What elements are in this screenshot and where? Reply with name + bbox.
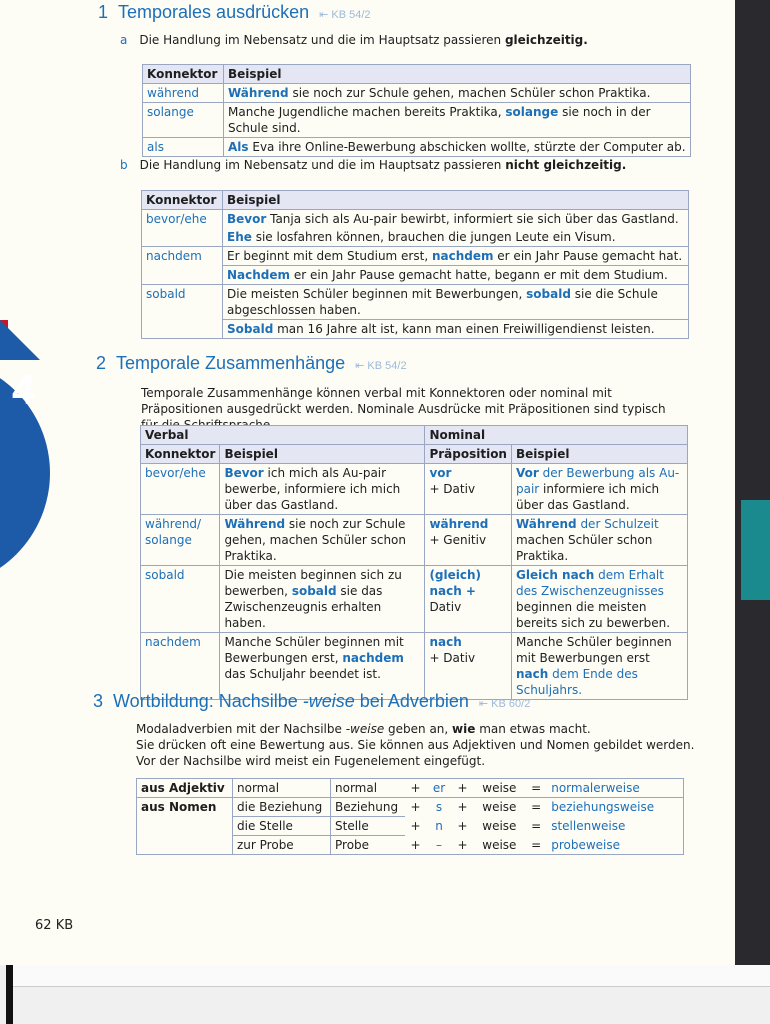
stem-cell: Probe	[335, 838, 370, 852]
keyword: Bevor	[224, 466, 264, 480]
konnektor-cell: sobald	[142, 285, 223, 339]
suffix: weise	[482, 800, 517, 814]
result: probeweise	[551, 837, 621, 852]
text-italic: -weise	[345, 722, 385, 736]
example-text: sie noch zur Schule gehen, machen Schüler schon Praktika.	[288, 86, 651, 100]
equals: =	[531, 837, 542, 852]
header-beispiel-nominal: Beispiel	[511, 445, 687, 464]
section-3-line-2: Sie drücken oft eine Bewertung aus. Sie können aus Adjektiven und Nomen gebildet werden.	[136, 738, 695, 752]
section-1b-bold: nicht gleichzeitig.	[505, 158, 627, 172]
header-praeposition: Präposition	[425, 445, 512, 464]
base-cell: normal	[233, 779, 331, 798]
stem-cell: normal	[331, 779, 405, 798]
example-cell	[224, 84, 691, 103]
fugenelement: –	[436, 837, 443, 852]
section-2-intro: Temporale Zusammenhänge können verbal mit Konnektoren oder nominal mit Präpositionen ausgedrückt werden. Nominale Ausdrücke mit Präpositionen sind typisch	[141, 386, 666, 416]
example-text: er ein Jahr Pause gemacht hatte, begann er mit dem Studium.	[290, 268, 668, 282]
table-1a	[142, 64, 691, 157]
example-text: sie losfahren können, brauchen die jungen Leute ein Visum.	[251, 230, 616, 244]
prep-cell	[425, 566, 512, 633]
section-1-heading	[98, 2, 371, 23]
table-1a-header-konnektor: Konnektor	[143, 65, 224, 84]
konnektor-cell: nachdem	[142, 247, 223, 285]
nominal-phrase: dem Erhalt des Zwischenzeugnisses	[515, 568, 664, 598]
nominal-example	[511, 633, 687, 700]
table-3	[136, 778, 684, 855]
table-row	[142, 285, 689, 320]
konnektor-cell: bevor/ehe	[141, 464, 220, 515]
table-row	[142, 247, 689, 266]
text-bold: wie	[452, 722, 476, 736]
section-1b-letter: b	[120, 158, 128, 172]
section-1b-text	[120, 158, 626, 172]
keyword: Vor	[515, 466, 539, 480]
section-1a-letter: a	[120, 33, 128, 47]
table-row	[142, 210, 689, 229]
example-text: sie noch zur Schule gehen, machen Schüler schon Praktika.	[224, 517, 407, 563]
section-3-heading	[93, 691, 530, 712]
section-2-heading	[96, 353, 407, 374]
keyword: Während	[224, 517, 286, 531]
equals: =	[525, 779, 547, 798]
example-cell	[223, 210, 689, 229]
stem-cell: Beziehung	[331, 798, 405, 817]
plus: +	[457, 837, 468, 852]
section-3-title: Wortbildung: Nachsilbe	[113, 691, 303, 711]
nominal-phrase: dem Ende des Schuljahrs.	[515, 667, 638, 697]
table-row	[142, 320, 689, 339]
section-3-number: 3	[93, 691, 104, 711]
base-cell: die Beziehung	[233, 798, 331, 817]
nominal-phrase: der Bewerbung als Au-pair	[515, 466, 680, 496]
example-cell	[224, 138, 691, 157]
source-cell: aus Adjektiv	[137, 779, 233, 798]
example-text: Er beginnt mit dem Studium erst,	[227, 249, 432, 263]
section-3-intro	[136, 721, 696, 769]
section-1a-bold: gleichzeitig.	[504, 33, 588, 47]
group-verbal: Verbal	[141, 426, 425, 445]
example-cell	[223, 266, 689, 285]
keyword: sobald	[291, 584, 337, 598]
fugenelement: n	[435, 818, 443, 833]
section-3-ref: ⇤ KB 60/2	[478, 698, 531, 710]
table-row	[141, 515, 688, 566]
edge-teal-strip	[741, 500, 770, 600]
konnektor-cell: solange	[143, 103, 224, 138]
chapter-number: 4	[12, 366, 36, 413]
section-2-number: 2	[96, 353, 107, 373]
example-text: informiere ich mich über das Gastland.	[515, 482, 660, 512]
example-cell	[223, 320, 689, 339]
chapter-tab-triangle	[0, 320, 40, 360]
section-2-title: Temporale Zusammenhänge	[116, 353, 346, 373]
verbal-example	[220, 515, 425, 566]
section-3-title-italic: -weise	[302, 691, 355, 711]
konnektor-cell: während	[143, 84, 224, 103]
edge-line	[13, 965, 770, 987]
section-3-title-end: bei Adverbien	[354, 691, 469, 711]
plus: +	[410, 818, 421, 833]
case: + Dativ	[429, 651, 476, 665]
keyword: Als	[228, 140, 249, 154]
konnektor-cell: als	[143, 138, 224, 157]
keyword: Während	[515, 517, 577, 531]
preposition: während	[429, 517, 489, 531]
section-2-ref: ⇤ KB 54/2	[355, 360, 407, 372]
example-text: Die meisten Schüler beginnen mit Bewerbungen,	[227, 287, 527, 301]
text: geben an,	[384, 722, 453, 736]
result: beziehungsweise	[551, 800, 655, 814]
keyword: nach	[515, 667, 549, 681]
table-row	[143, 138, 691, 157]
fugenelement: er	[427, 779, 452, 798]
group-nominal: Nominal	[425, 426, 688, 445]
plus: +	[410, 800, 421, 814]
text: Modaladverbien mit der Nachsilbe	[136, 722, 346, 736]
keyword: nachdem	[431, 249, 494, 263]
section-3-line-1	[136, 721, 696, 737]
table-2	[140, 425, 688, 700]
section-1-title: Temporales ausdrücken	[118, 2, 310, 22]
section-1a-text	[120, 33, 588, 47]
verbal-example	[220, 464, 425, 515]
keyword: nachdem	[342, 651, 404, 665]
plus: +	[451, 779, 473, 798]
section-3-line-3: Vor der Nachsilbe wird meist ein Fugenelement eingefügt.	[136, 754, 486, 768]
verbal-example	[220, 566, 425, 633]
table-row	[143, 84, 691, 103]
example-text: sie das Zwischenzeugnis erhalten haben.	[224, 584, 383, 630]
table-1b	[141, 190, 689, 339]
konnektor-cell: bevor/ehe	[142, 210, 223, 247]
example-text: Die meisten beginnen sich zu bewerben,	[224, 568, 402, 598]
page-number-value: 62	[35, 918, 52, 933]
section-1-ref: ⇤ KB 54/2	[319, 9, 371, 21]
table-1b-header-konnektor: Konnektor	[142, 191, 223, 210]
example-text: machen Schüler schon Praktika.	[515, 533, 653, 563]
case: + Genitiv	[429, 533, 487, 547]
example-cell	[223, 247, 689, 266]
konnektor-cell: nachdem	[141, 633, 220, 700]
case: + Dativ	[429, 482, 476, 496]
example-cell	[223, 228, 689, 247]
nominal-example	[511, 566, 687, 633]
fugenelement: s	[435, 800, 443, 814]
source-cell: aus Nomen	[137, 798, 233, 855]
keyword: Gleich nach	[515, 568, 595, 582]
text: man etwas macht.	[475, 722, 591, 736]
prep-cell	[425, 633, 512, 700]
table-row	[141, 464, 688, 515]
table-row	[142, 228, 689, 247]
example-text: Manche Schüler beginnen mit Bewerbungen erst,	[224, 635, 404, 665]
preposition: (gleich) nach +	[429, 568, 482, 598]
konnektor-cell: sobald	[141, 566, 220, 633]
konnektor-cell: während/ solange	[141, 515, 220, 566]
plus: +	[457, 800, 468, 814]
page-book-label: KB	[55, 918, 74, 933]
example-text: Manche Jugendliche machen bereits Praktika,	[228, 105, 506, 119]
keyword: Sobald	[227, 322, 274, 336]
chapter-tab	[0, 320, 52, 585]
table-row	[141, 633, 688, 700]
example-text: man 16 Jahre alt ist, kann man einen Freiwilligendienst leisten.	[273, 322, 655, 336]
table-row	[142, 266, 689, 285]
result: normalerweise	[547, 779, 683, 798]
table-1b-header-beispiel: Beispiel	[223, 191, 689, 210]
table-row	[137, 779, 684, 798]
keyword: Während	[228, 86, 289, 100]
prep-cell	[425, 515, 512, 566]
nominal-example	[511, 464, 687, 515]
example-text: er ein Jahr Pause gemacht hat.	[493, 249, 683, 263]
result: stellenweise	[551, 818, 626, 833]
table-1a-header-beispiel: Beispiel	[224, 65, 691, 84]
page-number	[35, 918, 73, 933]
keyword: Ehe	[227, 230, 252, 244]
section-2-ref-text: KB 54/2	[367, 360, 407, 372]
keyword: Nachdem	[227, 268, 291, 282]
keyword: sobald	[526, 287, 571, 301]
suffix: weise	[482, 837, 517, 852]
prep-cell	[425, 464, 512, 515]
section-1a-sentence: Die Handlung im Nebensatz und die im Hauptsatz passieren	[139, 33, 505, 47]
base-cell: die Stelle	[233, 817, 331, 836]
preposition: vor	[429, 466, 452, 480]
example-text: sie noch in der Schule sind.	[228, 105, 651, 135]
plus: +	[405, 779, 427, 798]
page-edge-bottom	[0, 965, 770, 1024]
plus: +	[457, 818, 468, 833]
example-text: ich mich als Au-pair bewerbe, informiere ich mich über das Gastland.	[224, 466, 401, 512]
example-cell	[224, 103, 691, 138]
example-text: Eva ihre Online-Bewerbung abschicken wollte, stürzte der Computer ab.	[248, 140, 686, 154]
nominal-example	[511, 515, 687, 566]
stem-cell: Stelle	[331, 817, 405, 836]
section-3-ref-text: KB 60/2	[491, 698, 531, 710]
example-text: sie die Schule abgeschlossen haben.	[227, 287, 658, 317]
base-cell: zur Probe	[233, 836, 331, 855]
example-text: Tanja sich als Au-pair bewirbt, informiert sie sich über das Gastland.	[266, 212, 679, 226]
edge-bar	[6, 965, 13, 1024]
suffix: weise	[482, 818, 517, 833]
section-1b-sentence: Die Handlung im Nebensatz und die im Hauptsatz passieren	[139, 158, 506, 172]
plus: +	[410, 837, 421, 852]
example-cell	[223, 285, 689, 320]
verbal-example	[220, 633, 425, 700]
table-row	[137, 798, 684, 817]
keyword: Bevor	[227, 212, 267, 226]
section-1-number: 1	[98, 2, 109, 22]
nominal-phrase: der Schulzeit	[576, 517, 659, 531]
table-row	[143, 103, 691, 138]
example-text: Manche Schüler beginnen mit Bewerbungen erst	[515, 635, 672, 665]
equals: =	[531, 818, 542, 833]
equals: =	[531, 800, 542, 814]
table-row	[141, 566, 688, 633]
section-1-ref-text: KB 54/2	[331, 9, 371, 21]
case: Dativ	[429, 600, 462, 614]
page-edge-right	[735, 0, 770, 965]
example-text: beginnen die meisten bereits sich zu bewerben.	[515, 600, 671, 630]
header-konnektor: Konnektor	[141, 445, 220, 464]
preposition: nach	[429, 635, 462, 649]
suffix: weise	[474, 779, 526, 798]
example-text: das Schuljahr beendet ist.	[224, 667, 381, 681]
keyword: solange	[505, 105, 559, 119]
header-beispiel-verbal: Beispiel	[220, 445, 425, 464]
